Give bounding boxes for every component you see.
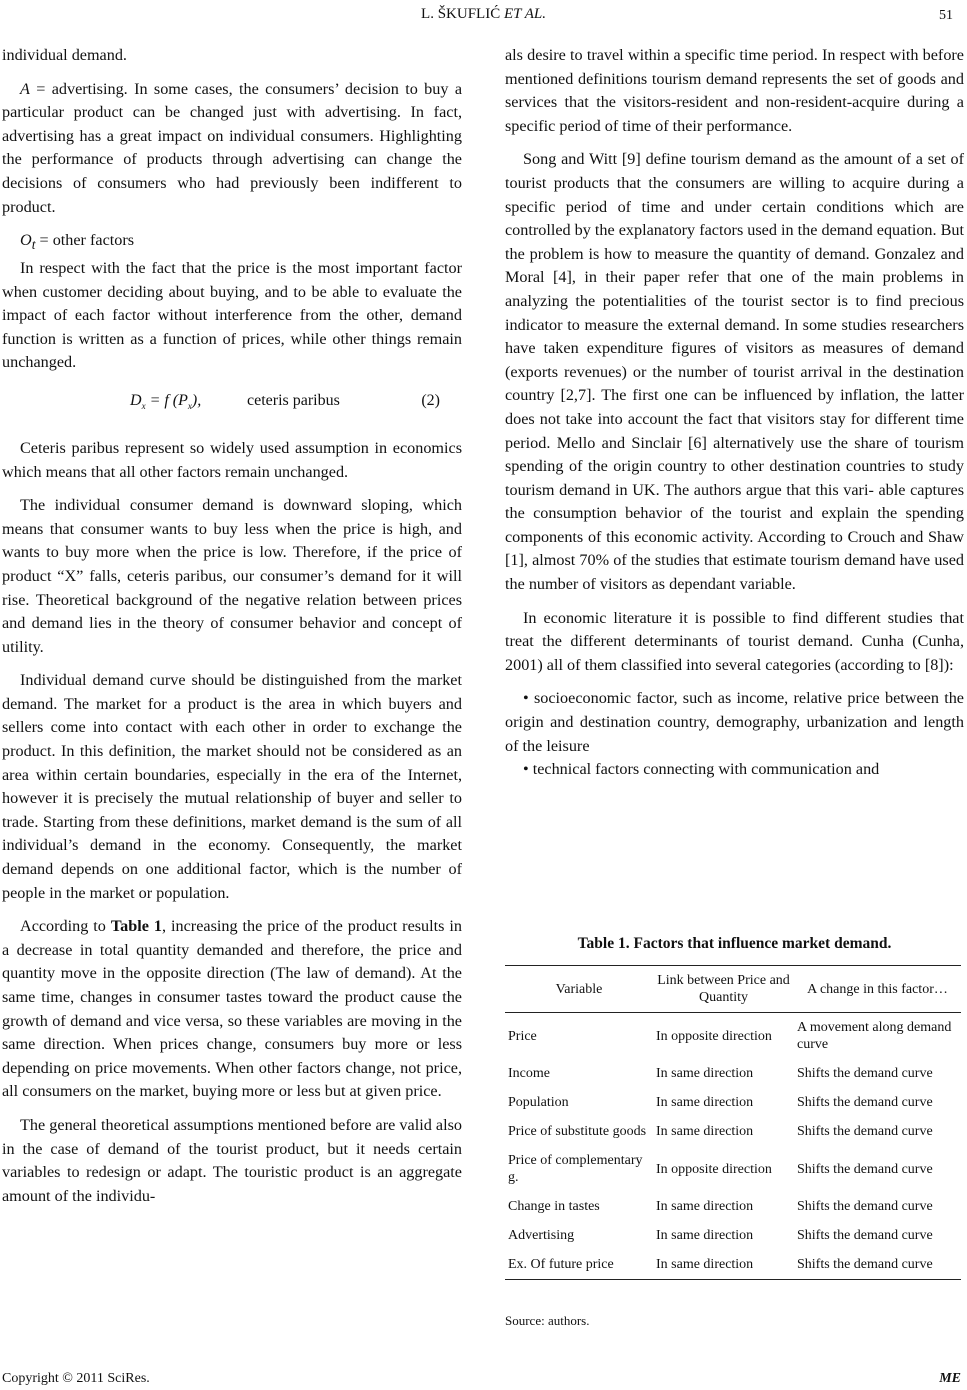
left-column <box>2 44 462 1218</box>
paragraph: The general theoretical assumptions mentioned before are valid also in the case of demand of the tourist product, but it needs certain variables to redesign or adapt. The touristic product is an aggregate amount of the individu- <box>2 1115 462 1205</box>
table-cell: Price of substitute goods <box>508 1124 647 1139</box>
table-cell: Advertising <box>508 1228 575 1243</box>
table-header-cell: Variable <box>555 981 603 997</box>
table-caption: Table 1. Factors that influence market demand. <box>577 935 892 952</box>
paragraph-other-factors <box>2 229 462 257</box>
table-row <box>505 1059 961 1088</box>
table-row <box>505 1192 961 1221</box>
variable-o-sub: t <box>31 237 36 253</box>
table-cell: A movement along demand curve <box>797 1020 952 1052</box>
table-source: Source: authors. <box>505 1313 590 1328</box>
paragraph: In respect with the fact that the price is the most important factor when customer deciding about buying, and to be able to evaluate the impact of each factor without interference from the other, demand function is written as a function of prices, while other things remain unchanged. <box>2 258 462 372</box>
paragraph: Song and Witt [9] define tourism demand as the amount of a set of tourist products that the consumers are willing to acquire during a specific period of time and under certain conditions which are controlled by the explanatory factors used in the demand equation. But the problem is how to measure the quantity of demand. Gonzalez and Moral [4], in their paper refer that one of the main problems in analyzing the potentialities of the tourist sector is to find precious indicator to measure the external demand. In some studies researchers have taken expenditure figures of visitors as measures of demand (exports revenues) or the number of tourist arrival in the destination country [2,7]. The first one can be influenced by inflation, the latter does not take into account the fact that visitors stay for different time period. Mello and Sinclair [6] alternatively use the share of tourism spending of the origin country to other destination countries to study tourism demand in UK. The authors argue that this vari- able captures the consumption behavior of the tourist and explain the spending components of this economic activity. According to Crouch and Shaw [1], almost 70% of the studies that estimate tourism demand have used the number of visitors as dependant variable. <box>505 150 964 594</box>
table-cell: Shifts the demand curve <box>797 1066 933 1081</box>
table-cell: Shifts the demand curve <box>797 1199 933 1214</box>
right-column <box>505 44 964 792</box>
table-cell: Income <box>508 1066 550 1081</box>
journal-abbreviation: ME <box>939 1371 961 1386</box>
table-cell: In opposite direction <box>656 1028 772 1044</box>
equation-number: (2) <box>421 391 440 409</box>
paragraph: als desire to travel within a specific time period. In respect with before mentioned definitions tourism demand represents the set of goods and services that the visitors-resident and non-resident-acquire during a specific period of time of their performance. <box>505 46 964 135</box>
paragraph: In economic literature it is possible to find different studies that treat the different determinants of tourist demand. Cunha (Cunha, 2001) all of them classified into several categories (according to [8]): <box>505 608 964 674</box>
table-row <box>505 1250 961 1280</box>
table-cell: Shifts the demand curve <box>797 1161 933 1177</box>
table-header-row <box>505 966 961 1013</box>
table-cell: Shifts the demand curve <box>797 1228 933 1243</box>
table-row <box>505 1117 961 1146</box>
factors-table <box>505 965 961 1280</box>
paragraph-advertising <box>2 78 462 220</box>
table-cell: In same direction <box>656 1066 754 1081</box>
table-header-cell: Link between Price and Quantity <box>657 973 790 1005</box>
paragraph: The individual consumer demand is downward sloping, which means that consumer wants to buy less when the price is high, and wants to buy more when the price is low. Therefore, if the price of product “X” falls, ceteris paribus, our consumer’s demand for it will rise. Theoretical background of the negative relation between prices and demand lies in the theory of consumer behavior and concept of utility. <box>2 496 462 656</box>
running-title-etal: ET AL. <box>503 6 546 22</box>
variable-o: O <box>20 231 32 250</box>
running-title <box>0 6 967 23</box>
table-header-cell: A change in this factor… <box>807 981 948 997</box>
variable-a: A <box>20 79 30 98</box>
paragraph-text: = advertising. In some cases, the consumers’ decision to buy a particular product can be changed just with advertising. In fact, advertising has a great impact on individual consumers. Highlighting the performance of products through advertising can change the decisions of consumers who had previously been indifferent to product. <box>2 79 462 216</box>
table-cell: In same direction <box>656 1095 754 1110</box>
table-cell: In opposite direction <box>656 1161 772 1177</box>
table-cell: Change in tastes <box>508 1199 600 1214</box>
bullet-technical: • technical factors connecting with communication and <box>523 760 880 779</box>
table-cell: Ex. Of future price <box>508 1257 614 1272</box>
table-cell: Population <box>508 1095 569 1110</box>
table-cell: Shifts the demand curve <box>797 1095 933 1110</box>
equation-expression: $D_x = f$ $(P_x)$, <box>130 391 202 412</box>
table-row <box>505 1088 961 1117</box>
table-cell: In same direction <box>656 1228 754 1243</box>
table-row <box>505 1013 961 1060</box>
table-cell: In same direction <box>656 1199 754 1214</box>
paragraph: individual demand. <box>2 46 127 64</box>
table-cell: In same direction <box>656 1124 754 1139</box>
bullet-socioeconomic: • socioeconomic factor, such as income, relative price between the origin and destination country, demography, urbanization and length of the leisure <box>505 689 964 755</box>
paragraph: Ceteris paribus represent so widely used assumption in economics which means that all other factors remain unchanged. <box>2 438 462 481</box>
page-number: 51 <box>939 8 953 23</box>
paragraph-text: = other factors <box>35 231 135 250</box>
table-cell: Shifts the demand curve <box>797 1124 933 1139</box>
equation-ceteris-paribus: ceteris paribus <box>247 391 340 409</box>
table-cell: Shifts the demand curve <box>797 1257 933 1272</box>
table-reference: Table 1 <box>110 917 163 936</box>
paragraph: According to Table 1, increasing the price of the product results in a decrease in total quantity demanded and therefore, the price and quantity move in the opposite direction (The law of demand). At the same time, changes in consumer tastes toward the product cause the growth of demand and vice versa, so these variables are moving in the same direction. When prices change, consumers buy more or less depending on price movements. When other factors change, not price, all consumers on the market, buying more or less but at given price. <box>2 917 462 1101</box>
running-title-authors: L. ŠKUFLIĆ <box>421 6 501 22</box>
equation-2 <box>2 385 462 431</box>
paragraph: Individual demand curve should be distinguished from the market demand. The market for a product is the area in which buyers and sellers come into contact with each other in order to exchange the product. In this definition, the market should not be considered as an area within certain boundaries, especially in the era of the Internet, however it is precisely the mutual relationship of buyer and seller to trade. Starting from these definitions, market demand is the sum of all individual’s demand in the economy. Consequently, the market demand depends on one additional factor, which is the number of people in the market or population. <box>2 671 462 902</box>
table-cell: Price of complementary g. <box>508 1153 643 1185</box>
copyright-notice: Copyright © 2011 SciRes. <box>2 1371 150 1386</box>
table-cell: Price <box>508 1028 537 1044</box>
table-cell: In same direction <box>656 1257 754 1272</box>
page-header <box>0 6 967 28</box>
table-row <box>505 1146 961 1192</box>
table-row <box>505 1221 961 1250</box>
